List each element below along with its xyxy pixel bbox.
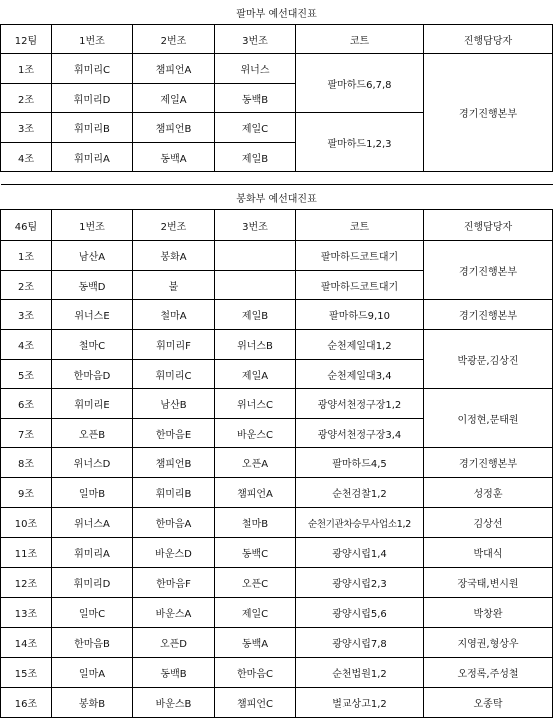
team-cell: 동백B: [133, 658, 215, 688]
table-row: [1, 300, 553, 330]
court-cell: 순천제일대3,4: [296, 360, 424, 389]
table-row: [1, 54, 553, 84]
team-cell: 휘미리F: [133, 330, 215, 360]
court-cell: 광양시립1,4: [296, 538, 424, 568]
group-cell: 15조: [1, 658, 52, 688]
table-row: [1, 538, 553, 568]
team-cell: 불: [133, 271, 215, 300]
team-cell: 제일B: [215, 143, 296, 172]
team-cell: 챔피언A: [133, 54, 215, 84]
team-cell: 위너스C: [215, 389, 296, 419]
team-cell: 제일C: [215, 598, 296, 628]
team-cell: 휘미리A: [52, 538, 133, 568]
section1-header-row: [1, 25, 553, 54]
court-cell: 순천법원1,2: [296, 658, 424, 688]
team-cell: 철마C: [52, 330, 133, 360]
court-cell: 팔마하드코트대기: [296, 271, 424, 300]
manager-cell: 경기진행본부: [424, 300, 553, 330]
team-cell: 휘미리D: [52, 568, 133, 598]
group-cell: 1조: [1, 241, 52, 271]
group-cell: 5조: [1, 360, 52, 389]
table-row: [1, 658, 553, 688]
team-cell: 일마C: [52, 598, 133, 628]
court-cell: 순천기관차승무사업소1,2: [296, 508, 424, 538]
court-cell: 팔마하드6,7,8: [296, 54, 424, 113]
group-cell: 12조: [1, 568, 52, 598]
team-cell: 동백D: [52, 271, 133, 300]
court-cell: 광양시립5,6: [296, 598, 424, 628]
team-cell: [215, 271, 296, 300]
team-cell: 바운스A: [133, 598, 215, 628]
team-cell: 바운스C: [215, 419, 296, 448]
court-cell: 광양시립7,8: [296, 628, 424, 658]
header-cell: 12팀: [1, 25, 52, 54]
manager-cell: 박광문,김상진: [424, 330, 553, 389]
header-cell: 1번조: [52, 210, 133, 241]
header-cell: 진행담당자: [424, 25, 553, 54]
team-cell: 한마음E: [133, 419, 215, 448]
court-cell: 순천제일대1,2: [296, 330, 424, 360]
table-row: [1, 478, 553, 508]
manager-cell: 성정훈: [424, 478, 553, 508]
header-cell: 진행담당자: [424, 210, 553, 241]
team-cell: [215, 241, 296, 271]
team-cell: 일마B: [52, 478, 133, 508]
manager-cell: 경기진행본부: [424, 54, 553, 172]
group-cell: 13조: [1, 598, 52, 628]
table-row: [1, 568, 553, 598]
group-cell: 7조: [1, 419, 52, 448]
team-cell: 한마음D: [52, 360, 133, 389]
team-cell: 위너스A: [52, 508, 133, 538]
team-cell: 제일B: [215, 300, 296, 330]
court-cell: 광양서천정구장3,4: [296, 419, 424, 448]
team-cell: 한마음A: [133, 508, 215, 538]
header-cell: 3번조: [215, 210, 296, 241]
team-cell: 휘미리C: [52, 54, 133, 84]
section-gap: [1, 172, 553, 185]
team-cell: 한마음B: [52, 628, 133, 658]
team-cell: 휘미리A: [52, 143, 133, 172]
team-cell: 오픈C: [215, 568, 296, 598]
team-cell: 봉화B: [52, 688, 133, 718]
team-cell: 위너스E: [52, 300, 133, 330]
manager-cell: 경기진행본부: [424, 241, 553, 300]
team-cell: 제일A: [133, 84, 215, 113]
team-cell: 한마음F: [133, 568, 215, 598]
section2-header-row: [1, 210, 553, 241]
court-cell: 팔마하드4,5: [296, 448, 424, 478]
group-cell: 4조: [1, 330, 52, 360]
manager-cell: 오정록,주성철: [424, 658, 553, 688]
team-cell: 철마B: [215, 508, 296, 538]
group-cell: 2조: [1, 271, 52, 300]
team-cell: 위너스B: [215, 330, 296, 360]
team-cell: 제일A: [215, 360, 296, 389]
group-cell: 10조: [1, 508, 52, 538]
team-cell: 챔피언B: [133, 113, 215, 143]
group-cell: 14조: [1, 628, 52, 658]
court-cell: 광양서천정구장1,2: [296, 389, 424, 419]
team-cell: 위너스: [215, 54, 296, 84]
team-cell: 동백B: [215, 84, 296, 113]
table-row: [1, 628, 553, 658]
manager-cell: 장국태,변시원: [424, 568, 553, 598]
table-row: [1, 448, 553, 478]
court-cell: 순천검찰1,2: [296, 478, 424, 508]
team-cell: 휘미리D: [52, 84, 133, 113]
table-row: [1, 508, 553, 538]
team-cell: 동백A: [215, 628, 296, 658]
section2-title-row: [1, 185, 553, 210]
group-cell: 1조: [1, 54, 52, 84]
manager-cell: 오종탁: [424, 688, 553, 718]
group-cell: 3조: [1, 113, 52, 143]
team-cell: 위너스D: [52, 448, 133, 478]
group-cell: 4조: [1, 143, 52, 172]
manager-cell: 김상선: [424, 508, 553, 538]
team-cell: 동백A: [133, 143, 215, 172]
header-cell: 46팀: [1, 210, 52, 241]
team-cell: 오픈D: [133, 628, 215, 658]
group-cell: 11조: [1, 538, 52, 568]
team-cell: 일마A: [52, 658, 133, 688]
team-cell: 바운스B: [133, 688, 215, 718]
table-row: [1, 330, 553, 360]
team-cell: 바운스D: [133, 538, 215, 568]
team-cell: 남산B: [133, 389, 215, 419]
team-cell: 휘미리C: [133, 360, 215, 389]
team-cell: 휘미리B: [52, 113, 133, 143]
header-cell: 3번조: [215, 25, 296, 54]
team-cell: 휘미리E: [52, 389, 133, 419]
court-cell: 팔마하드1,2,3: [296, 113, 424, 172]
team-cell: 챔피언C: [215, 688, 296, 718]
group-cell: 6조: [1, 389, 52, 419]
court-cell: 팔마하드코트대기: [296, 241, 424, 271]
header-cell: 2번조: [133, 210, 215, 241]
manager-cell: 지영권,형상우: [424, 628, 553, 658]
group-cell: 3조: [1, 300, 52, 330]
table-row: [1, 241, 553, 271]
court-cell: 벌교상고1,2: [296, 688, 424, 718]
court-cell: 팔마하드9,10: [296, 300, 424, 330]
group-cell: 2조: [1, 84, 52, 113]
manager-cell: 경기진행본부: [424, 448, 553, 478]
manager-cell: 박대식: [424, 538, 553, 568]
court-cell: 광양시립2,3: [296, 568, 424, 598]
section1-title: 팔마부 예선대진표: [1, 0, 553, 25]
group-cell: 16조: [1, 688, 52, 718]
team-cell: 휘미리B: [133, 478, 215, 508]
section1-title-row: [1, 0, 553, 25]
team-cell: 남산A: [52, 241, 133, 271]
group-cell: 9조: [1, 478, 52, 508]
header-cell: 코트: [296, 25, 424, 54]
table-row: [1, 389, 553, 419]
header-cell: 2번조: [133, 25, 215, 54]
table-row: [1, 688, 553, 718]
section2-title: 봉화부 예선대진표: [1, 185, 553, 210]
team-cell: 오픈A: [215, 448, 296, 478]
team-cell: 챔피언A: [215, 478, 296, 508]
header-cell: 코트: [296, 210, 424, 241]
table-row: [1, 598, 553, 628]
team-cell: 철마A: [133, 300, 215, 330]
team-cell: 동백C: [215, 538, 296, 568]
team-cell: 제일C: [215, 113, 296, 143]
team-cell: 봉화A: [133, 241, 215, 271]
group-cell: 8조: [1, 448, 52, 478]
team-cell: 챔피언B: [133, 448, 215, 478]
header-cell: 1번조: [52, 25, 133, 54]
team-cell: 한마음C: [215, 658, 296, 688]
manager-cell: 박창완: [424, 598, 553, 628]
team-cell: 오픈B: [52, 419, 133, 448]
manager-cell: 이정현,문태원: [424, 389, 553, 448]
